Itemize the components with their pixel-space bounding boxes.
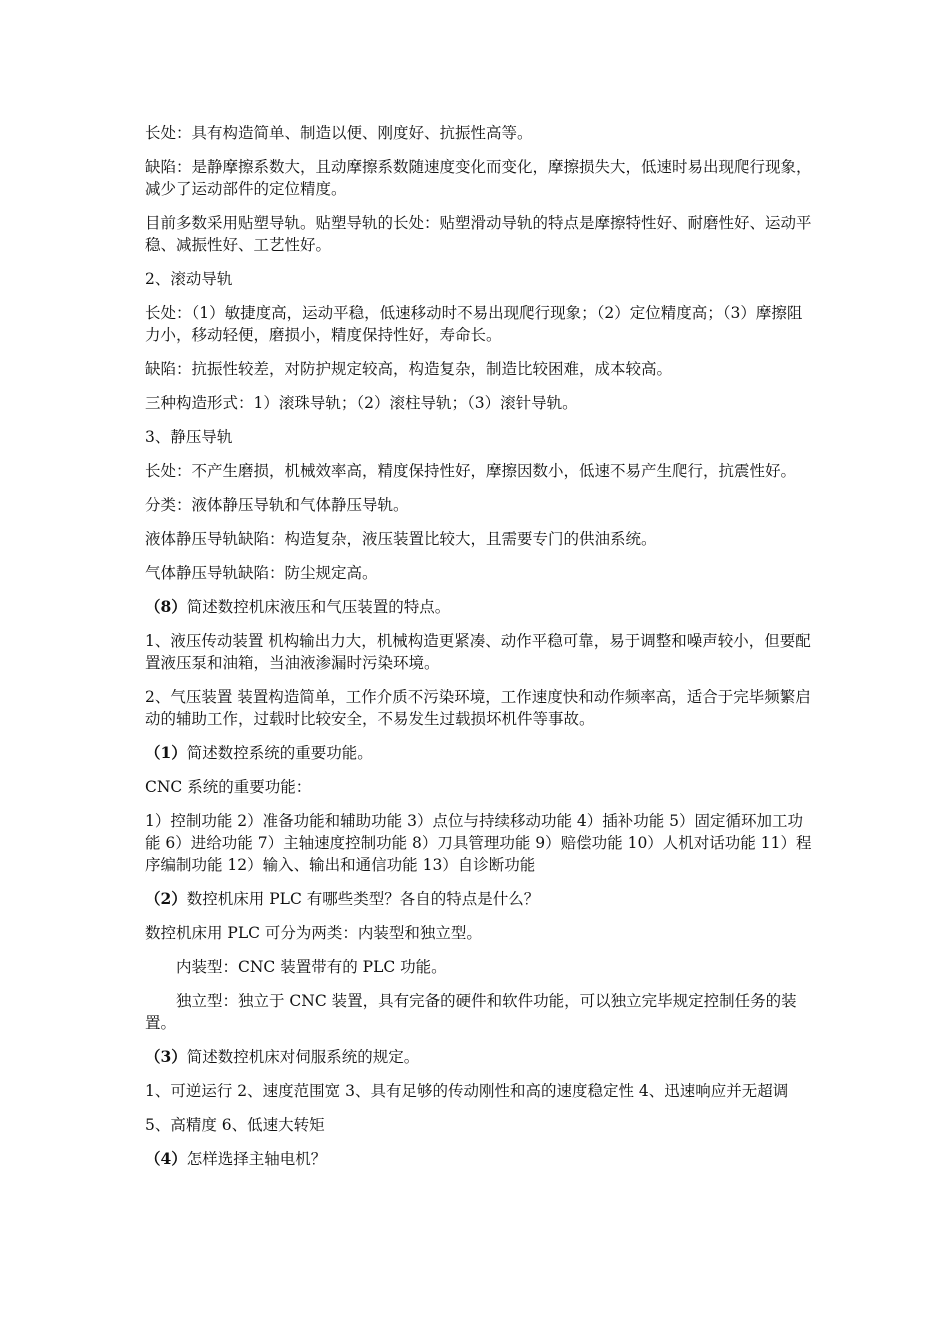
question-text: 简述数控机床液压和气压装置的特点。: [186, 598, 451, 616]
document-page: [145, 122, 815, 1182]
question-heading: [145, 742, 815, 764]
answer-paragraph: 2、气压装置 装置构造简单，工作介质不污染环境，工作速度快和动作频率高，适合于完毕频繁启动的辅助工作，过载时比较安全，不易发生过载损坏机件等事故。: [145, 688, 811, 728]
answer-paragraph-indented: 独立型：独立于 CNC 装置，具有完备的硬件和软件功能，可以独立完毕规定控制任务的装置。: [145, 992, 797, 1032]
question-heading: [145, 596, 815, 618]
answer-paragraph-indented: 内装型：CNC 装置带有的 PLC 功能。: [176, 958, 447, 976]
answer-paragraph: 1、可逆运行 2、速度范围宽 3、具有足够的传动刚性和高的速度稳定性 4、迅速响应并无超调: [145, 1082, 789, 1100]
question-heading: [145, 1046, 815, 1068]
question-heading: [145, 1148, 815, 1170]
section-heading: 3、静压导轨: [145, 428, 233, 446]
question-text: 数控机床用 PLC 有哪些类型？各自的特点是什么？: [186, 890, 540, 908]
answer-paragraph: 1）控制功能 2）准备功能和辅助功能 3）点位与持续移动功能 4）插补功能 5）固定循环加工功能 6）进给功能 7）主轴速度控制功能 8）刀具管理功能 9）赔偿功能 10）人机对话功能 11）程序编制功能 12）输入、输出和通信功能 13）自诊断功能: [145, 812, 812, 874]
question-text: 简述数控机床对伺服系统的规定。: [186, 1048, 420, 1066]
paragraph: 三种构造形式：1）滚珠导轨；（2）滚柱导轨；（3）滚针导轨。: [145, 394, 578, 412]
paragraph: 目前多数采用贴塑导轨。贴塑导轨的长处：贴塑滑动导轨的特点是摩擦特性好、耐磨性好、运动平稳、减振性好、工艺性好。: [145, 214, 812, 254]
question-text: 怎样选择主轴电机？: [186, 1150, 327, 1168]
paragraph: 气体静压导轨缺陷：防尘规定高。: [145, 564, 378, 582]
question-text: 简述数控系统的重要功能。: [186, 744, 373, 762]
paragraph: 长处：不产生磨损，机械效率高，精度保持性好，摩擦因数小，低速不易产生爬行，抗震性好。: [145, 462, 797, 480]
section-heading: 2、滚动导轨: [145, 270, 233, 288]
paragraph: 长处：（1）敏捷度高，运动平稳，低速移动时不易出现爬行现象；（2）定位精度高；（3）摩擦阻力小，移动轻便，磨损小，精度保持性好，寿命长。: [145, 304, 803, 344]
question-heading: [145, 888, 815, 910]
answer-paragraph: 1、液压传动装置 机构输出力大，机械构造更紧凑、动作平稳可靠，易于调整和噪声较小，但要配置液压泵和油箱，当油液渗漏时污染环境。: [145, 632, 811, 672]
question-number: （2）: [145, 889, 187, 908]
paragraph: 缺陷：是静摩擦系数大，且动摩擦系数随速度变化而变化，摩擦损失大，低速时易出现爬行现象，减少了运动部件的定位精度。: [145, 158, 812, 198]
paragraph: 液体静压导轨缺陷：构造复杂，液压装置比较大，且需要专门的供油系统。: [145, 530, 657, 548]
question-number: （4）: [145, 1149, 187, 1168]
paragraph: 缺陷：抗振性较差，对防护规定较高，构造复杂，制造比较困难，成本较高。: [145, 360, 673, 378]
paragraph: 分类：液体静压导轨和气体静压导轨。: [145, 496, 409, 514]
question-number: （1）: [145, 743, 187, 762]
answer-paragraph: 5、高精度 6、低速大转矩: [145, 1116, 325, 1134]
question-number: （8）: [145, 597, 187, 616]
paragraph: 长处：具有构造简单、制造以便、刚度好、抗振性高等。: [145, 124, 533, 142]
answer-paragraph: CNC 系统的重要功能：: [145, 778, 312, 796]
answer-paragraph: 数控机床用 PLC 可分为两类：内装型和独立型。: [145, 924, 482, 942]
question-number: （3）: [145, 1047, 187, 1066]
